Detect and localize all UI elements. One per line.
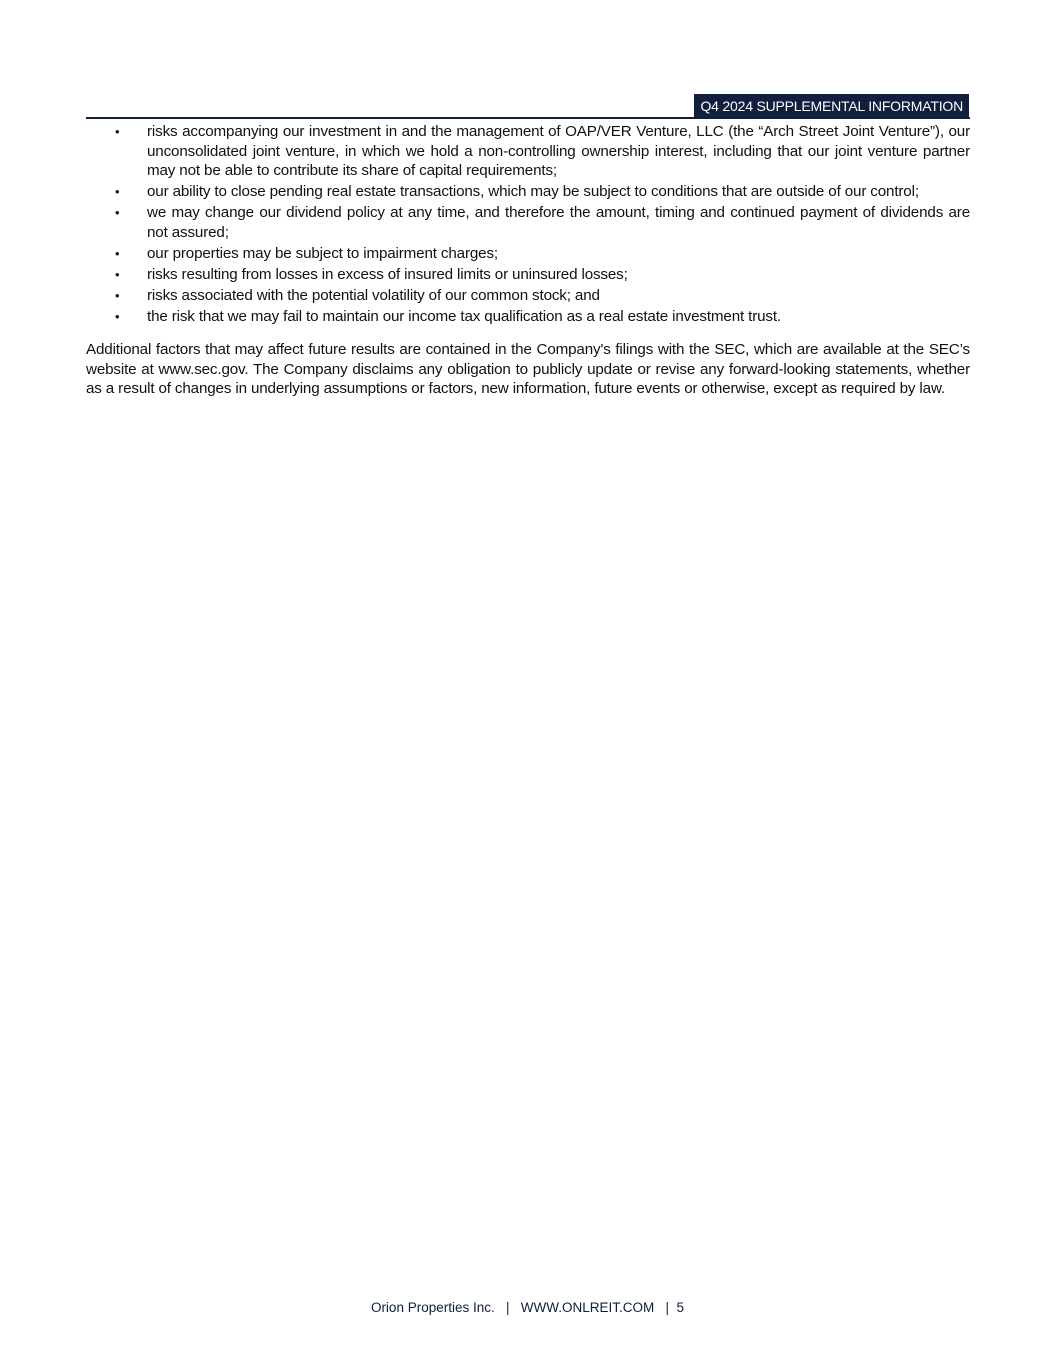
risk-factor-list	[86, 122, 970, 326]
list-item-text: we may change our dividend policy at any time, and therefore the amount, timing and continued payment of dividends are not assured;	[147, 204, 970, 241]
list-item-text: the risk that we may fail to maintain our income tax qualification as a real estate investment trust.	[147, 307, 781, 325]
bullet-icon: •	[115, 287, 120, 303]
list-item	[86, 265, 970, 285]
list-item	[86, 203, 970, 242]
header-title: Q4 2024 SUPPLEMENTAL INFORMATION	[694, 94, 969, 118]
footer-page-number: 5	[676, 1300, 685, 1315]
bullet-icon: •	[115, 124, 120, 139]
list-item-text: risks resulting from losses in excess of insured limits or uninsured losses;	[147, 265, 628, 283]
bullet-icon: •	[115, 184, 120, 199]
page-footer: Orion Properties Inc. | WWW.ONLREIT.COM | 5	[370, 1300, 685, 1315]
list-item-text: risks accompanying our investment in and the management of OAP/VER Venture, LLC (the “Arch Street Joint Venture”), our unconsolidated joint venture, in which we hold a non-controlling ownership interest, including that our joint venture partner may not be able to contribute its share of capital requirements;	[147, 123, 970, 179]
list-item-text: our properties may be subject to impairment charges;	[147, 244, 498, 262]
footer-company: Orion Properties Inc.	[370, 1300, 495, 1315]
bullet-icon: •	[115, 205, 120, 220]
footer-website[interactable]: WWW.ONLREIT.COM	[520, 1300, 655, 1315]
bullet-icon: •	[115, 308, 120, 324]
list-item	[86, 182, 970, 202]
list-item-text: risks associated with the potential volatility of our common stock; and	[147, 286, 600, 304]
list-item	[86, 244, 970, 264]
bullet-icon: •	[115, 245, 120, 261]
closing-paragraph: Additional factors that may affect future results are contained in the Company's filings with the SEC, which are available at the SEC’s website at www.sec.gov. The Company disclaims any obligation to publicly update or revise any forward-looking statements, whether as a result of changes in underlying assumptions or factors, new information, future events or otherwise, except as required by law.	[86, 341, 970, 397]
bullet-icon: •	[115, 266, 120, 282]
list-item	[86, 307, 970, 327]
list-item-text: our ability to close pending real estate transactions, which may be subject to conditions that are outside of our control;	[147, 183, 919, 200]
list-item	[86, 122, 970, 181]
list-item	[86, 286, 970, 306]
document-body	[86, 122, 970, 399]
header-rule	[86, 117, 970, 119]
